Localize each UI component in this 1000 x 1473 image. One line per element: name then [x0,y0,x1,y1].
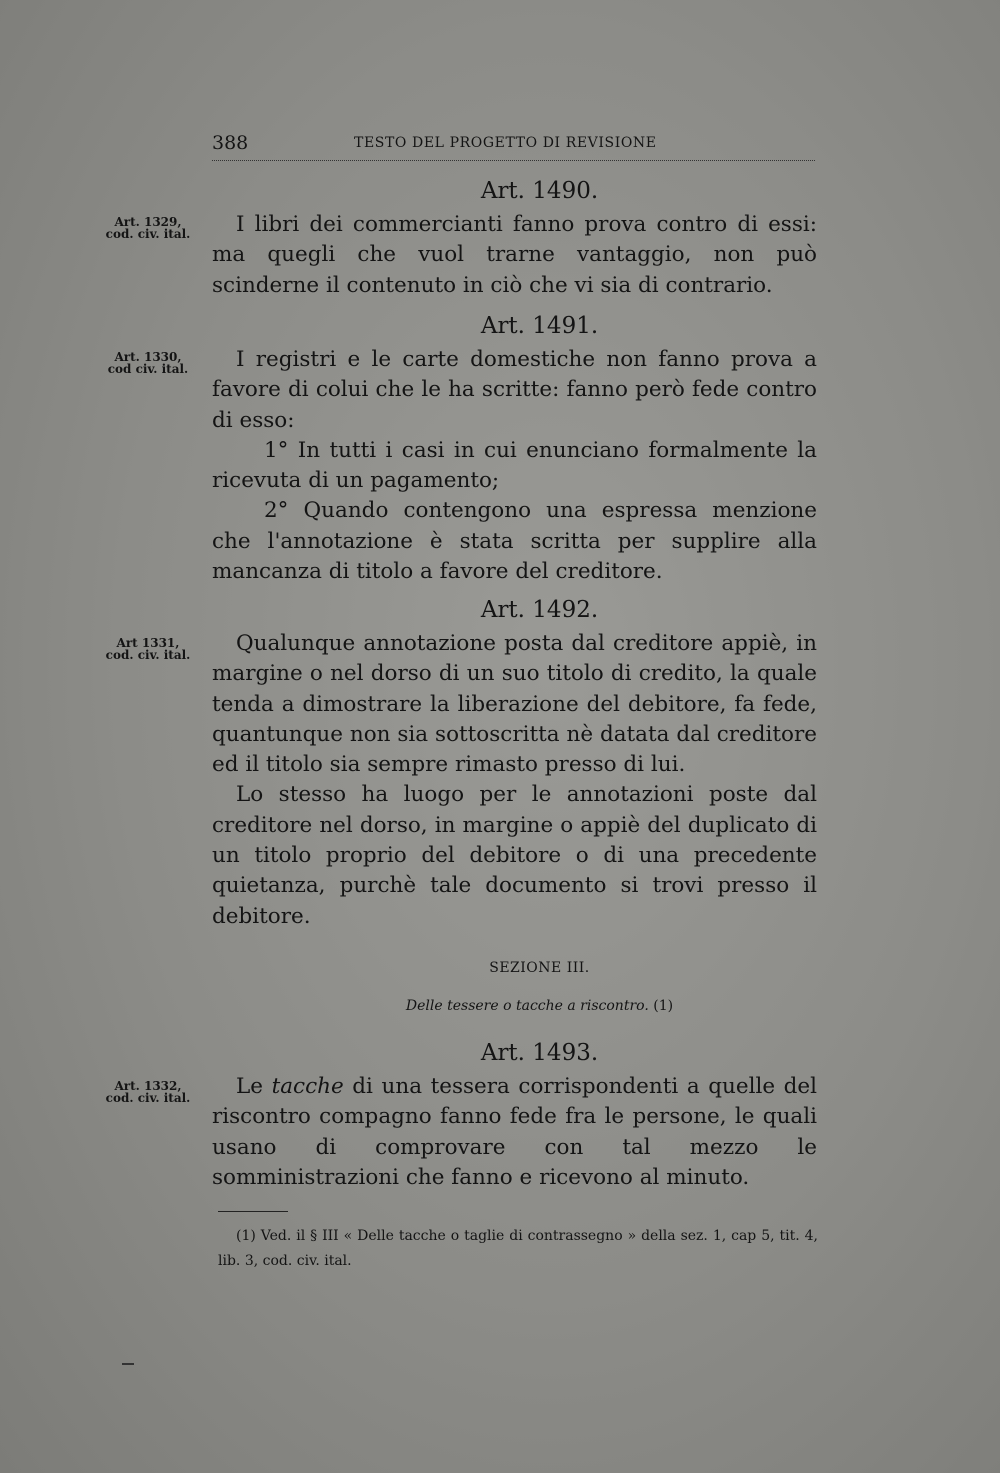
margin-note-art-1491 [98,351,198,375]
footnote: (1) Ved. il § III « Delle tacche o taglie di contrassegno » della sez. 1, cap 5, tit. 4, lib. 3, cod. civ. ital. [218,1228,818,1269]
article-paragraph: Qualunque annotazione posta dal creditore appiè, in margine o nel dorso di un suo titolo di credito, la quale tenda a dimostrare la liberazione del debitore, fa fede, quantunque non sia sottoscritta nè datata dal creditore ed il titolo sia sempre rimasto presso di lui. [212,631,817,778]
article-paragraph: I registri e le carte domestiche non fanno prova a favore di colui che le ha scritte: fanno però fede contro di esso: [212,347,817,433]
running-title: TESTO DEL PROGETTO DI REVISIONE [354,135,657,151]
article-paragraph: I libri dei commercianti fanno prova contro di essi: ma quegli che vuol trarne vantaggio, non può scinderne il contenuto in ciò che vi sia di contrario. [212,212,817,298]
running-header [212,132,815,161]
section-subtitle-text: Delle tessere o tacche a riscontro. [405,998,649,1014]
article-paragraph-text: di una tessera corrispondenti a quelle del riscontro compagno fanno fede fra le persone, le quali usano di comprovare con tal mezzo le somministrazioni che fanno e ricevono al minuto. [212,1074,817,1190]
margin-note-art-1493 [98,1080,198,1104]
margin-note-line: Art. 1329, [114,215,182,229]
footnote-reference: (1) [653,998,674,1014]
margin-note-line: Art 1331, [116,636,180,650]
article-1490 [212,176,817,301]
article-1493 [212,1038,817,1193]
stray-print-mark [122,1363,134,1365]
margin-note-line: cod. civ. ital. [105,227,191,241]
section-title: SEZIONE III. [489,960,590,976]
article-1491 [212,311,817,587]
article-paragraph: 1° In tutti i casi in cui enunciano formalmente la ricevuta di un pagamento; [212,437,817,494]
margin-note-art-1490 [98,216,198,240]
article-paragraph: Lo stesso ha luogo per le annotazioni poste dal creditore nel dorso, in margine o appiè del duplicato di un titolo proprio del debitore o di una precedente quietanza, purchè tale documento si trovi presso il debitore. [212,782,817,929]
page-number: 388 [212,132,249,154]
article-paragraph [212,1072,817,1193]
article-italic-term: tacche [271,1074,344,1099]
article-paragraph: 2° Quando contengono una espressa menzione che l'annotazione è stata scritta per supplire alla mancanza di titolo a favore del creditore. [212,498,817,585]
margin-note-line: Art. 1330, [114,350,182,364]
margin-note-line: cod. civ. ital. [105,648,191,662]
article-heading: Art. 1492. [480,597,599,623]
article-first-word: Le [236,1074,264,1099]
article-heading: Art. 1490. [480,178,599,204]
footnote-rule [218,1211,288,1212]
section-subtitle [212,998,817,1014]
margin-note-line: cod civ. ital. [107,362,189,376]
margin-note-line: cod. civ. ital. [105,1091,191,1105]
article-1492 [212,595,817,932]
margin-note-art-1492 [98,637,198,661]
article-heading: Art. 1493. [480,1040,599,1066]
margin-note-line: Art. 1332, [114,1079,182,1093]
article-heading: Art. 1491. [480,313,599,339]
